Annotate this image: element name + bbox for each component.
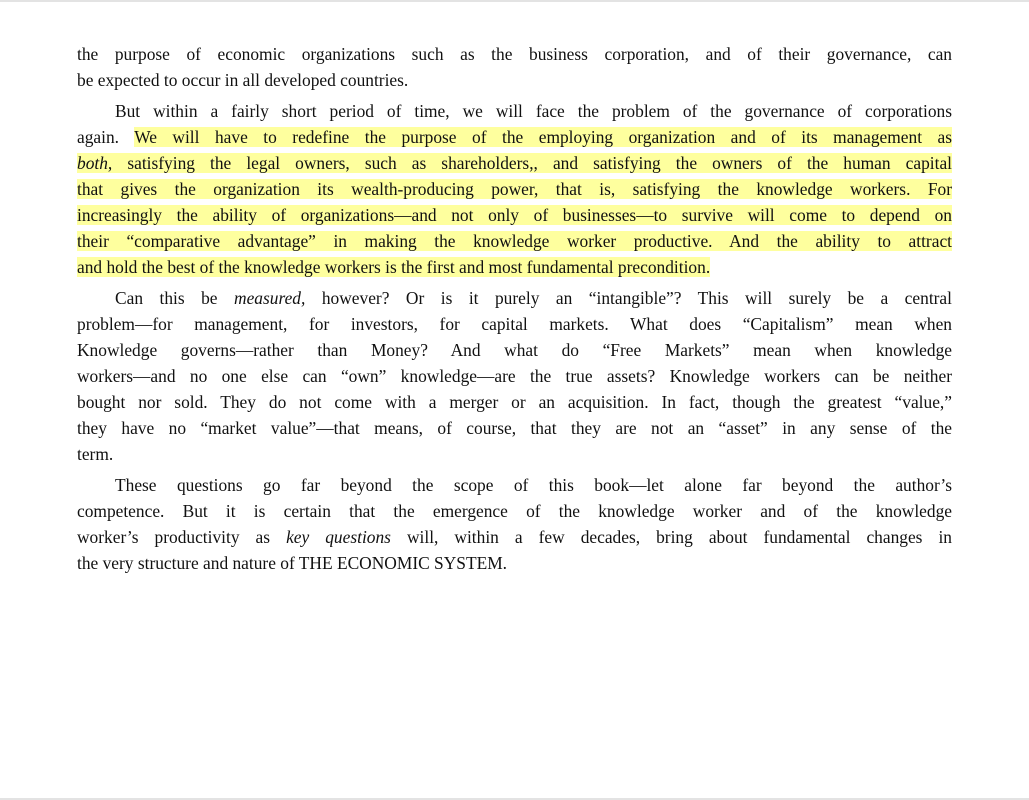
- text-line: [77, 176, 952, 202]
- text-line: [77, 524, 952, 550]
- text-line: [77, 67, 952, 93]
- text-segment: Can this be: [115, 288, 235, 308]
- text-segment: be expected to occur in all developed countries.: [77, 70, 409, 90]
- text-line: [77, 472, 952, 498]
- text-segment: worker’s productivity as: [77, 527, 287, 547]
- text-line: [77, 389, 952, 415]
- text-line: [77, 254, 952, 280]
- highlighted-text[interactable]: satisfying the legal owners, such as shareholders,, and satisfying the owners of the human capital: [112, 153, 952, 173]
- text-line: [77, 311, 952, 337]
- text-line: [77, 415, 952, 441]
- highlighted-text[interactable]: both,: [77, 153, 113, 173]
- highlighted-text[interactable]: their “comparative advantage” in making the knowledge worker productive. And the ability to attract: [77, 231, 952, 251]
- text-segment: they have no “market value”—that means, of course, that they are not an “asset” in any sense of the: [77, 418, 952, 438]
- highlighted-text[interactable]: and hold the best of the knowledge workers is the first and most fundamental precondition.: [77, 257, 711, 277]
- text-line: [77, 363, 952, 389]
- top-border: [0, 0, 1029, 2]
- text-segment: the very structure and nature of THE ECONOMIC SYSTEM.: [77, 553, 508, 573]
- text-line: [77, 228, 952, 254]
- text-segment: term.: [77, 444, 114, 464]
- paragraph: [77, 98, 952, 280]
- text-segment: problem—for management, for investors, for capital markets. What does “Capitalism” mean when: [77, 314, 952, 334]
- highlighted-text[interactable]: that gives the organization its wealth-producing power, that is, satisfying the knowledge workers. For: [77, 179, 952, 199]
- highlighted-text[interactable]: We will have to redefine the purpose of the employing organization and of its management as: [134, 127, 952, 147]
- text-segment: These questions go far beyond the scope of this book—let alone far beyond the author’s: [115, 475, 952, 495]
- paragraph: [77, 41, 952, 93]
- italic-text: key questions: [286, 527, 391, 547]
- text-segment: the purpose of economic organizations such as the business corporation, and of their governance, can: [77, 44, 952, 64]
- italic-text: measured,: [234, 288, 306, 308]
- text-line: [77, 337, 952, 363]
- paragraph: [77, 285, 952, 467]
- text-segment: workers—and no one else can “own” knowledge—are the true assets? Knowledge workers can be neither: [77, 366, 952, 386]
- text-line: [77, 202, 952, 228]
- text-segment: Knowledge governs—rather than Money? And what do “Free Markets” mean when knowledge: [77, 340, 952, 360]
- text-line: [77, 498, 952, 524]
- highlighted-text[interactable]: increasingly the ability of organizations—and not only of businesses—to survive will come to depend on: [77, 205, 952, 225]
- text-segment: however? Or is it purely an “intangible”? This will surely be a central: [305, 288, 952, 308]
- text-segment: competence. But it is certain that the emergence of the knowledge worker and of the knowledge: [77, 501, 952, 521]
- book-page-text: [77, 41, 952, 581]
- text-line: [77, 441, 952, 467]
- text-line: [77, 41, 952, 67]
- paragraph: [77, 472, 952, 576]
- text-segment: will, within a few decades, bring about fundamental changes in: [390, 527, 952, 547]
- text-line: [77, 550, 952, 576]
- text-line: [77, 150, 952, 176]
- text-line: [77, 124, 952, 150]
- text-line: [77, 285, 952, 311]
- text-segment: again.: [77, 127, 135, 147]
- text-segment: But within a fairly short period of time, we will face the problem of the governance of corporations: [115, 101, 952, 121]
- text-segment: bought nor sold. They do not come with a merger or an acquisition. In fact, though the greatest “value,”: [77, 392, 952, 412]
- text-line: [77, 98, 952, 124]
